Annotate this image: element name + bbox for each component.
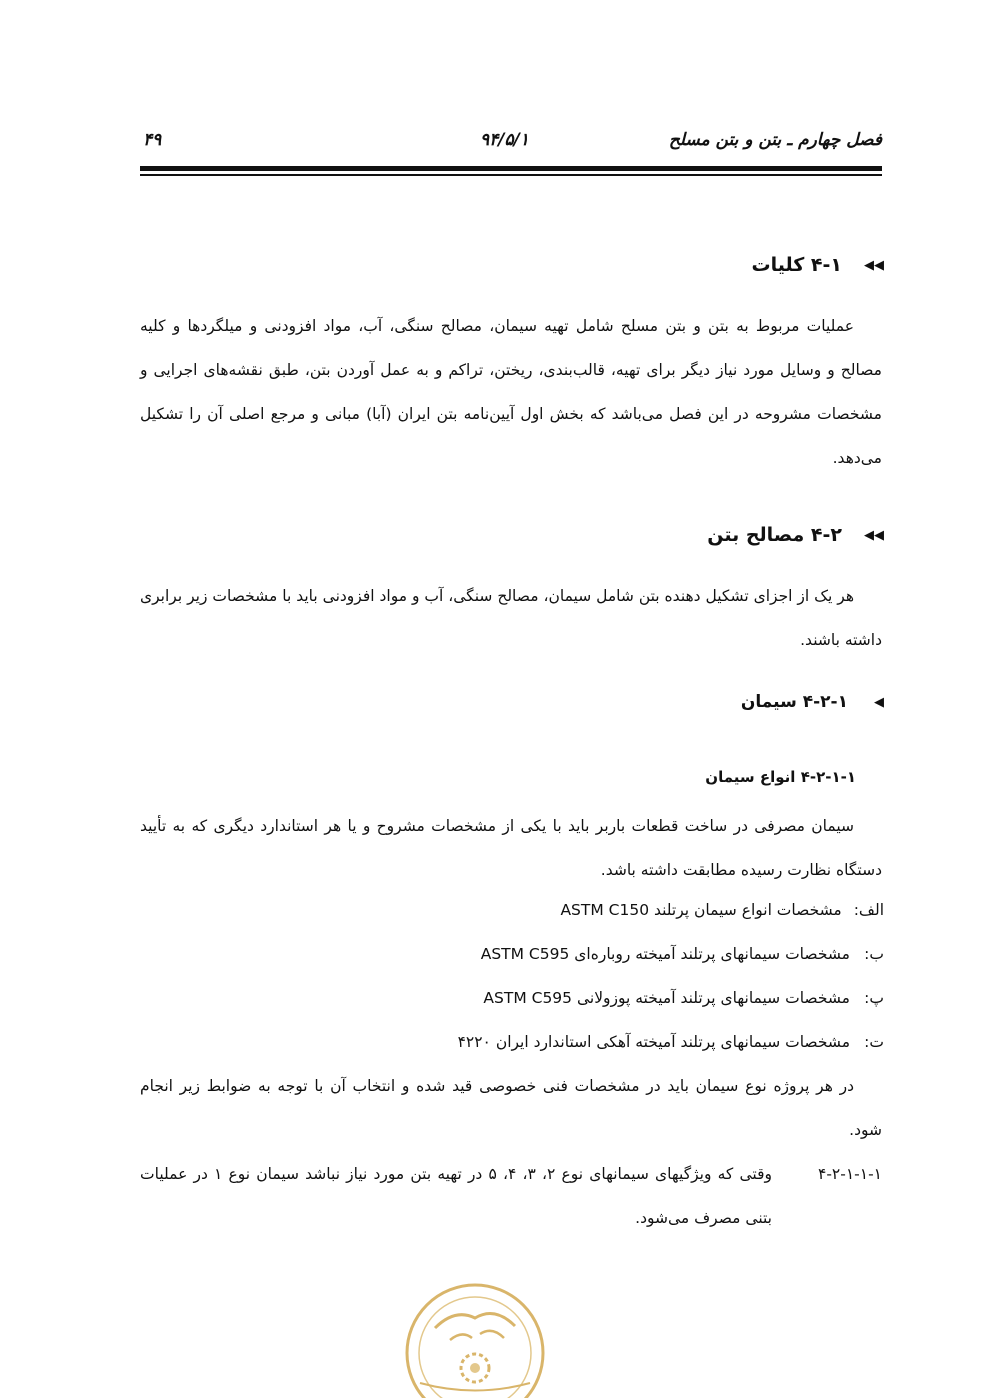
double-arrow-icon: ◀◀ (864, 527, 884, 543)
list-item-text: مشخصات انواع سیمان پرتلند ASTM C150 (560, 901, 842, 919)
clause-text: وقتی که ویژگیهای سیمانهای نوع ۲، ۳، ۴، ۵ در تهیه بتن مورد نیاز نباشد سیمان نوع ۱ در عملیات بتنی مصرف می‌شود. (140, 1165, 772, 1227)
paragraph-general (140, 304, 882, 480)
list-item (483, 989, 884, 1007)
list-item-text: مشخصات سیمانهای پرتلند آمیخته آهکی استاندارد ایران ۴۲۲۰ (457, 1033, 850, 1051)
running-header-title: فصل چهارم ـ بتن و بتن مسلح (668, 130, 882, 150)
page-number: ۴۹ (143, 130, 162, 150)
list-item-label: الف: (853, 901, 884, 919)
subsection-title: ۴-۲-۱ سیمان (740, 692, 848, 712)
subsubsection-heading-cement-types: ۴-۲-۱-۱ انواع سیمان (705, 768, 856, 786)
list-item (560, 901, 884, 919)
section-heading-general (752, 254, 885, 276)
list-item-text: مشخصات سیمانهای پرتلند آمیخته روباره‌ای ASTM C595 (480, 945, 850, 963)
paragraph-cement-types (140, 804, 882, 892)
clause-type1-cement (140, 1152, 882, 1240)
clause-number: ۴-۲-۱-۱-۱ (818, 1165, 882, 1183)
paragraph-text: سیمان مصرفی در ساخت قطعات باربر باید با یکی از مشخصات مشروح و یا هر استاندارد دیگری که به تأیید دستگاه نظارت رسیده مطابقت داشته باشد. (140, 817, 882, 879)
section-title: ۴-۲ مصالح بتن (707, 524, 842, 546)
paragraph-selection-rules (140, 1064, 882, 1152)
paragraph-text: عملیات مربوط به بتن و بتن مسلح شامل تهیه سیمان، مصالح سنگی، آب، مواد افزودنی و میلگردها و کلیه مصالح و وسایل مورد نیاز دیگر برای تهیه، قالب‌بندی، ریختن، تراکم و به عمل آوردن بتن، طبق نقشه‌های اجرایی و مشخصات مشروحه در این فصل می‌باشد که بخش اول آیین‌نامه بتن ایران (آبا) مبانی و مرجع اصلی آن را تشکیل می‌دهد. (140, 317, 882, 467)
paragraph-text: هر یک از اجزای تشکیل دهنده بتن شامل سیمان، مصالح سنگی، آب و مواد افزودنی باید با مشخصات زیر برابری داشته باشند. (140, 587, 882, 649)
double-arrow-icon: ◀◀ (864, 257, 884, 273)
list-item-label: ب: (864, 945, 884, 963)
subsection-heading-cement (741, 692, 884, 712)
paragraph-materials (140, 574, 882, 662)
header-rule-thin (140, 174, 882, 176)
section-title: ۴-۱ کلیات (751, 254, 842, 276)
paragraph-text: در هر پروژه نوع سیمان باید در مشخصات فنی خصوصی قید شده و انتخاب آن با توجه به ضوابط زیر انجام شود. (140, 1077, 882, 1139)
running-header-date: ۹۴/۵/۱ (480, 130, 529, 150)
list-item (481, 945, 884, 963)
list-item (458, 1033, 884, 1051)
section-heading-materials (707, 524, 884, 546)
list-item-text: مشخصات سیمانهای پرتلند آمیخته پوزولانی ASTM C595 (483, 989, 850, 1007)
list-item-label: پ: (864, 989, 884, 1007)
watermark-seal-icon (400, 1268, 550, 1398)
arrow-icon: ◀ (874, 694, 884, 710)
header-rule-thick (140, 166, 882, 171)
list-item-label: ت: (864, 1033, 884, 1051)
